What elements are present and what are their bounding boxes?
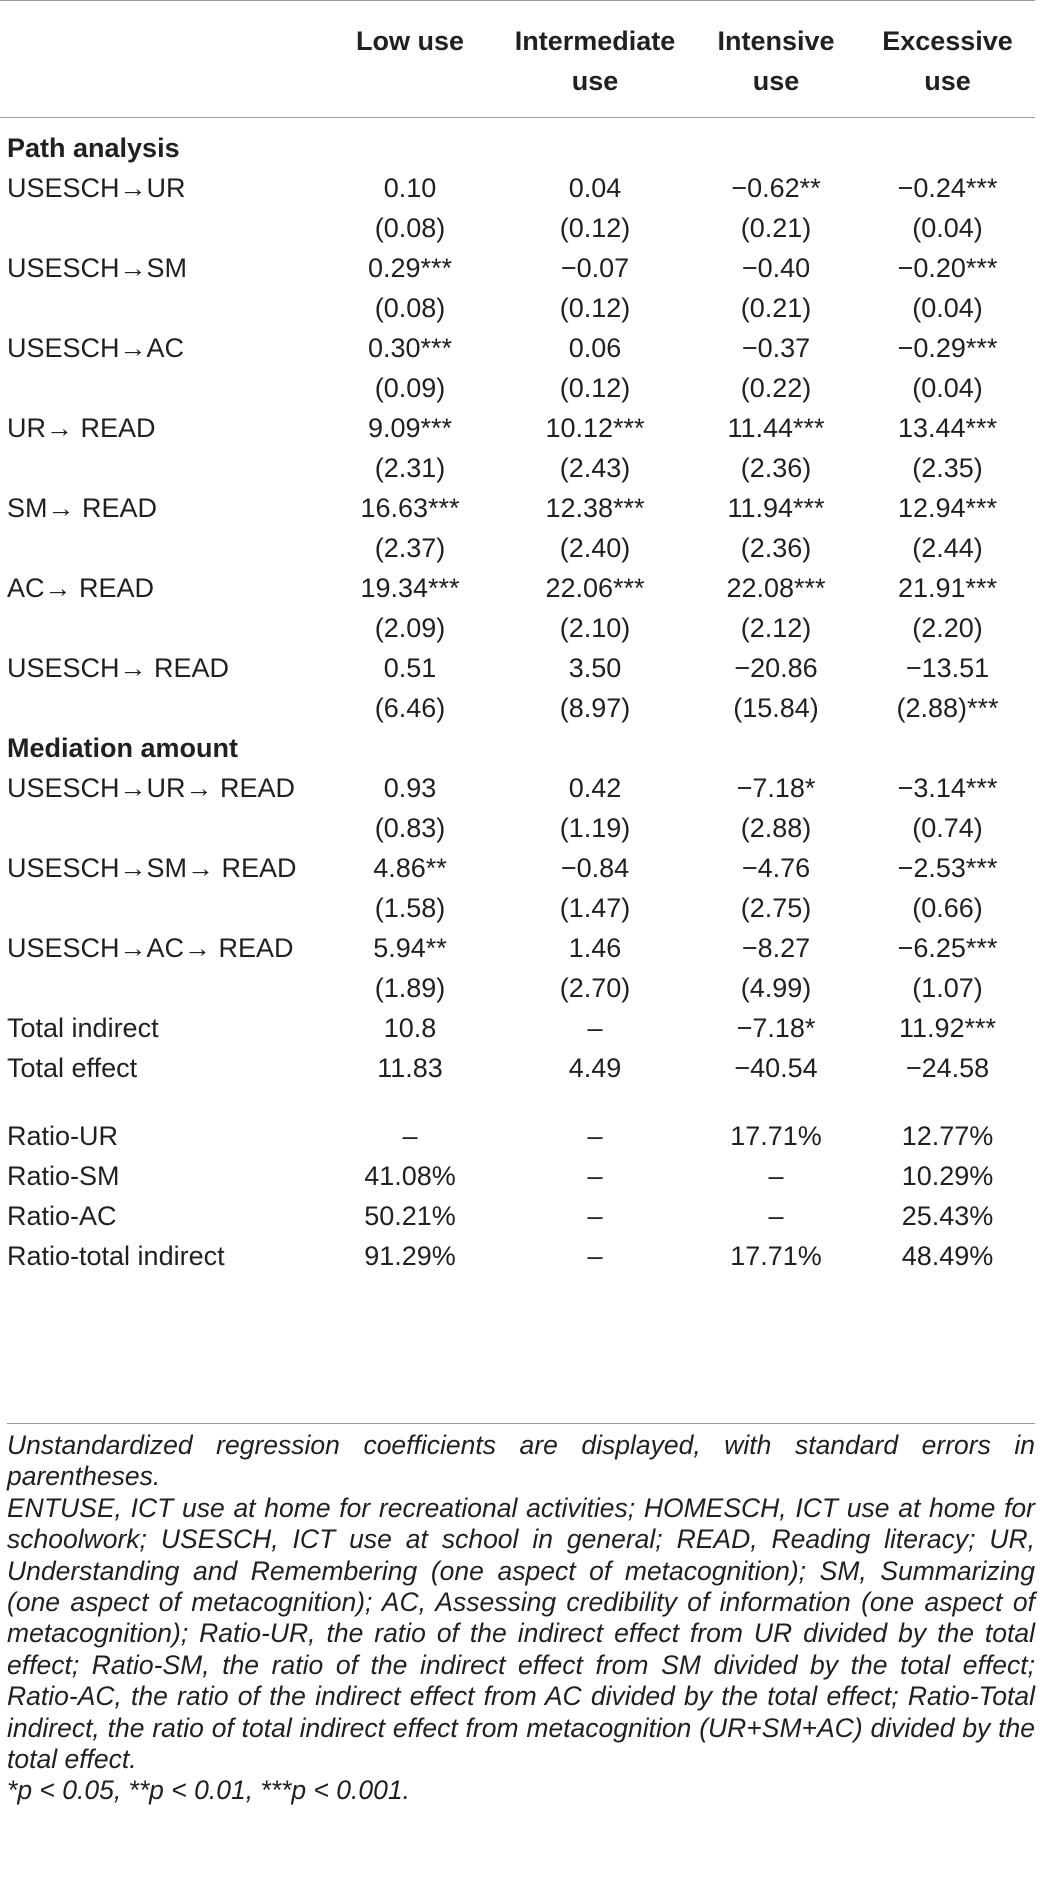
standard-error-value: (4.99) (740, 973, 812, 1003)
coefficient-value: 11.44*** (727, 413, 825, 443)
table-cell (498, 408, 692, 488)
table-cell (860, 408, 1035, 488)
header-excessive-use: Excessive use (860, 1, 1035, 118)
standard-error-value: (2.75) (740, 893, 812, 923)
table-cell (860, 488, 1035, 568)
coefficient-value: −0.40 (741, 253, 811, 283)
ratio-value: 25.43% (901, 1201, 994, 1231)
row-label: USESCH→AC (7, 333, 185, 363)
table-body (0, 118, 1035, 1277)
coefficient-value: 9.09*** (367, 413, 453, 443)
ratio-row (0, 1156, 1035, 1196)
coefficient-value: −13.51 (905, 653, 990, 683)
standard-error-value: (0.22) (740, 373, 812, 403)
header-intensive-use: Intensive use (692, 1, 860, 118)
table-cell (692, 768, 860, 848)
coefficient-value: 10.12*** (545, 413, 645, 443)
coefficient-value: 12.94*** (897, 493, 998, 523)
coefficient-value: −0.37 (741, 333, 811, 363)
row-label: Total effect (7, 1053, 138, 1083)
table-cell (498, 248, 692, 328)
standard-error-value: (0.74) (912, 813, 983, 843)
table-row (0, 648, 1035, 728)
table-row (0, 408, 1035, 488)
standard-error-value: (0.66) (912, 893, 983, 923)
ratio-value: 10.29% (901, 1161, 994, 1191)
coefficient-value: 16.63*** (360, 493, 460, 523)
table-cell (692, 928, 860, 1008)
table-row (0, 488, 1035, 568)
standard-error-value: (2.31) (374, 453, 446, 483)
table-row (0, 168, 1035, 248)
table-cell (322, 408, 498, 488)
header-low-use: Low use (322, 1, 498, 118)
footnote-coefficients: Unstandardized regression coefficients are displayed, with standard errors in parentheses. (7, 1430, 1035, 1492)
coefficient-value: −40.54 (734, 1053, 818, 1083)
table-cell (692, 648, 860, 728)
table-row (0, 848, 1035, 928)
table-cell (860, 1048, 1035, 1088)
coefficient-value: 21.91*** (897, 573, 998, 603)
standard-error-value: (2.37) (374, 533, 446, 563)
standard-error-value: (0.04) (912, 373, 983, 403)
row-label: Ratio-UR (7, 1121, 119, 1151)
coefficient-value: −0.62** (731, 173, 821, 203)
row-label: USESCH→AC→ READ (7, 933, 294, 963)
table-cell (322, 848, 498, 928)
row-label: Ratio-SM (7, 1161, 120, 1191)
coefficient-value: −0.24*** (897, 173, 998, 203)
ratio-value: 48.49% (901, 1241, 994, 1271)
coefficient-value: 3.50 (568, 653, 622, 683)
row-label: USESCH→ READ (7, 653, 230, 683)
table-row (0, 768, 1035, 848)
row-label: USESCH→UR (7, 173, 186, 203)
coefficient-value: −0.07 (560, 253, 630, 283)
section-header-row (0, 118, 1035, 169)
table-cell (692, 168, 860, 248)
standard-error-value: (0.12) (559, 213, 631, 243)
coefficient-value: 10.8 (383, 1013, 437, 1043)
standard-error-value: (2.36) (740, 453, 812, 483)
table-cell (322, 248, 498, 328)
ratio-value: 41.08% (364, 1161, 456, 1191)
coefficient-value: −24.58 (905, 1053, 990, 1083)
standard-error-value: (0.83) (374, 813, 446, 843)
footnote-abbreviations: ENTUSE, ICT use at home for recreational activities; HOMESCH, ICT use at home for schoolwork; USESCH, ICT use at school in general; READ, Reading literacy; UR, Understanding and Remembering (one aspect of metacognition); SM, Summarizing (one aspect of metacognition); AC, Assessing credibility of information (one aspect of metacognition); Ratio-UR, the ratio of the indirect effect from UR divided by the total effect; Ratio-SM, the ratio of the indirect effect from SM divided by the total effect; Ratio-AC, the ratio of the indirect effect from AC divided by the total effect; Ratio-Total indirect, the ratio of total indirect effect from metacognition (UR+SM+AC) divided by the total effect. (7, 1492, 1035, 1775)
coefficient-value: – (587, 1013, 603, 1043)
table-cell (322, 648, 498, 728)
table-cell (692, 1048, 860, 1088)
standard-error-value: (0.08) (374, 213, 446, 243)
coefficient-value: 4.86** (373, 853, 447, 883)
table-cell (498, 648, 692, 728)
ratio-row (0, 1116, 1035, 1156)
table-row (0, 928, 1035, 1008)
coefficient-value: −7.18* (736, 773, 816, 803)
ratio-row (0, 1236, 1035, 1276)
row-label: Ratio-AC (7, 1201, 117, 1231)
coefficient-value: 0.04 (568, 173, 622, 203)
table-row (0, 568, 1035, 648)
standard-error-value: (0.21) (740, 293, 812, 323)
table-cell (498, 928, 692, 1008)
coefficient-value: 0.06 (568, 333, 622, 363)
ratio-value: 17.71% (730, 1241, 822, 1271)
coefficient-value: −3.14*** (897, 773, 998, 803)
standard-error-value: (1.58) (374, 893, 446, 923)
table-cell (498, 568, 692, 648)
ratio-value: – (768, 1161, 784, 1191)
coefficient-value: 19.34*** (360, 573, 460, 603)
ratio-value: – (587, 1201, 603, 1231)
table-cell (498, 168, 692, 248)
table-cell (692, 488, 860, 568)
standard-error-value: (2.12) (740, 613, 812, 643)
table-cell (692, 408, 860, 488)
coefficient-value: −20.86 (734, 653, 818, 683)
coefficient-value: −0.84 (560, 853, 630, 883)
ratio-value: – (587, 1121, 603, 1151)
table-cell (498, 1048, 692, 1088)
standard-error-value: (2.20) (912, 613, 983, 643)
table-cell (498, 1008, 692, 1048)
coefficient-value: 0.42 (568, 773, 622, 803)
standard-error-value: (8.97) (559, 693, 631, 723)
standard-error-value: (0.09) (374, 373, 446, 403)
table-row (0, 248, 1035, 328)
coefficient-value: −4.76 (741, 853, 811, 883)
coefficient-value: 12.38*** (545, 493, 645, 523)
ratio-value: – (587, 1241, 603, 1271)
ratio-value: – (768, 1201, 784, 1231)
standard-error-value: (15.84) (733, 693, 819, 723)
standard-error-value: (0.04) (912, 213, 983, 243)
header-label (0, 1, 322, 118)
table-cell (860, 248, 1035, 328)
table-cell (860, 1008, 1035, 1048)
table-cell (322, 328, 498, 408)
table-row (0, 328, 1035, 408)
standard-error-value: (0.04) (912, 293, 983, 323)
coefficient-value: −8.27 (741, 933, 811, 963)
table-cell (692, 248, 860, 328)
coefficient-value: 11.94*** (727, 493, 825, 523)
standard-error-value: (1.07) (912, 973, 983, 1003)
table-cell (322, 568, 498, 648)
table-cell (692, 328, 860, 408)
standard-error-value: (2.35) (912, 453, 983, 483)
row-label: SM→ READ (7, 493, 158, 523)
ratio-value: – (402, 1121, 418, 1151)
standard-error-value: (2.40) (559, 533, 631, 563)
table-cell (322, 168, 498, 248)
table-cell (860, 648, 1035, 728)
standard-error-value: (0.12) (559, 373, 631, 403)
table-cell (860, 168, 1035, 248)
header-row (0, 1, 1035, 118)
coefficient-value: 22.08*** (726, 573, 826, 603)
standard-error-value: (2.36) (740, 533, 812, 563)
coefficient-value: 0.51 (383, 653, 437, 683)
standard-error-value: (2.43) (559, 453, 631, 483)
standard-error-value: (2.09) (374, 613, 446, 643)
table-footnotes (7, 1423, 1035, 1807)
coefficient-value: 4.49 (568, 1053, 622, 1083)
table-cell (498, 488, 692, 568)
table-cell (322, 768, 498, 848)
coefficient-value: 0.29*** (367, 253, 453, 283)
standard-error-value: (1.89) (374, 973, 446, 1003)
coefficient-value: 5.94** (373, 933, 447, 963)
standard-error-value: (2.10) (559, 613, 631, 643)
coefficient-value: 1.46 (568, 933, 622, 963)
coefficient-value: 13.44*** (897, 413, 998, 443)
ratio-value: 12.77% (901, 1121, 994, 1151)
table-cell (692, 848, 860, 928)
table-row (0, 1048, 1035, 1088)
standard-error-value: (1.47) (559, 893, 631, 923)
coefficient-value: 0.30*** (367, 333, 453, 363)
coefficient-value: 0.93 (383, 773, 437, 803)
row-label: USESCH→UR→ READ (7, 773, 296, 803)
row-label: UR→ READ (7, 413, 156, 443)
ratio-value: 91.29% (364, 1241, 456, 1271)
ratio-row (0, 1196, 1035, 1236)
ratio-value: 17.71% (730, 1121, 822, 1151)
coefficient-value: −0.20*** (897, 253, 998, 283)
coefficient-value: 0.10 (383, 173, 437, 203)
row-label: Ratio-total indirect (7, 1241, 225, 1271)
ratio-value: 50.21% (364, 1201, 456, 1231)
standard-error-value: (0.21) (740, 213, 812, 243)
table-row (0, 1008, 1035, 1048)
table-cell (322, 488, 498, 568)
table-cell (322, 1048, 498, 1088)
row-label: AC→ READ (7, 573, 155, 603)
table-cell (692, 1008, 860, 1048)
coefficient-value: 11.92*** (898, 1013, 997, 1043)
coefficient-value: −0.29*** (897, 333, 998, 363)
standard-error-value: (6.46) (374, 693, 446, 723)
coefficient-value: 22.06*** (545, 573, 645, 603)
standard-error-value: (2.88)*** (896, 693, 999, 723)
table-cell (322, 928, 498, 1008)
standard-error-value: (0.12) (559, 293, 631, 323)
row-label: Total indirect (7, 1013, 159, 1043)
row-label: USESCH→SM→ READ (7, 853, 297, 883)
section-title: Mediation amount (7, 733, 238, 763)
table-cell (860, 328, 1035, 408)
table-cell (322, 1008, 498, 1048)
footnote-significance: *p < 0.05, **p < 0.01, ***p < 0.001. (7, 1775, 410, 1806)
table-cell (860, 768, 1035, 848)
table-cell (498, 768, 692, 848)
standard-error-value: (2.70) (559, 973, 631, 1003)
section-header-row (0, 728, 1035, 768)
standard-error-value: (0.08) (374, 293, 446, 323)
standard-error-value: (2.44) (912, 533, 983, 563)
coefficient-value: −2.53*** (897, 853, 998, 883)
section-title: Path analysis (7, 133, 180, 163)
coefficient-value: −7.18* (736, 1013, 816, 1043)
header-intermediate-use: Intermediate use (498, 1, 692, 118)
table-cell (498, 328, 692, 408)
spacer-cell (0, 1088, 1035, 1116)
table-cell (860, 928, 1035, 1008)
spacer-row (0, 1088, 1035, 1116)
ratio-value: – (587, 1161, 603, 1191)
row-label: USESCH→SM (7, 253, 188, 283)
coefficient-value: −6.25*** (897, 933, 998, 963)
table-cell (860, 848, 1035, 928)
table-cell (692, 568, 860, 648)
coefficient-value: 11.83 (377, 1053, 443, 1083)
table-cell (860, 568, 1035, 648)
standard-error-value: (2.88) (740, 813, 812, 843)
table-cell (498, 848, 692, 928)
standard-error-value: (1.19) (559, 813, 631, 843)
